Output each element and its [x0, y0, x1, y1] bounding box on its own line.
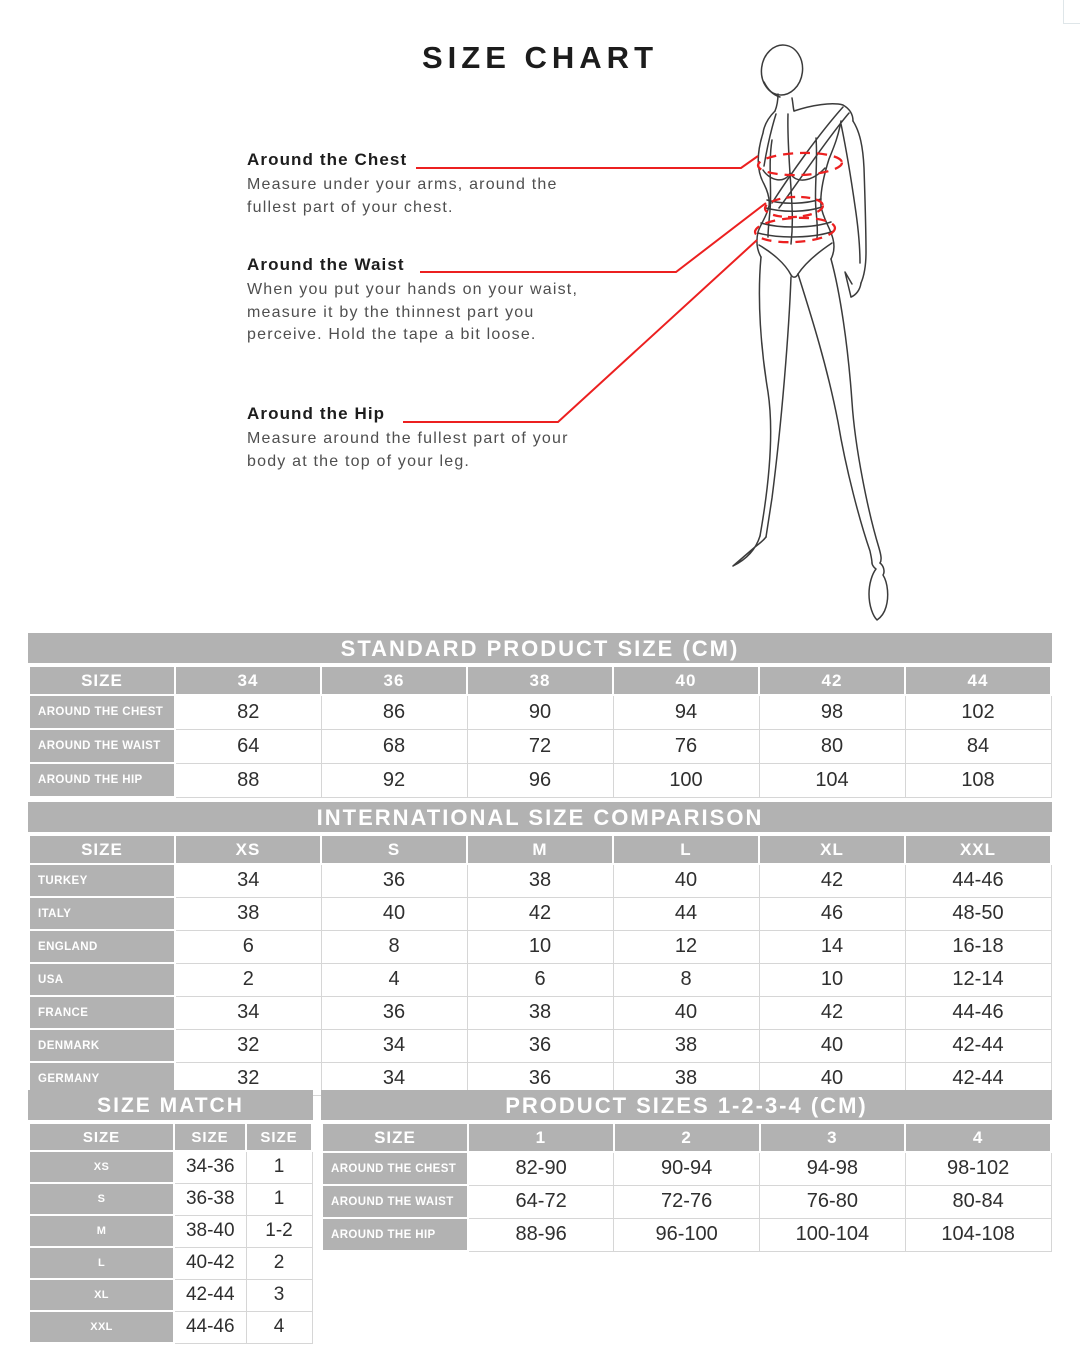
table-cell: 94-98: [760, 1152, 906, 1185]
header-cell: SIZE: [322, 1123, 468, 1152]
table-row: [322, 1152, 1051, 1185]
row-label: L: [29, 1247, 174, 1279]
table-cell: 82: [175, 695, 321, 729]
row-label: GERMANY: [29, 1062, 175, 1095]
table-cell: 36: [467, 1029, 613, 1062]
header-cell: SIZE: [246, 1123, 312, 1151]
header-row: [29, 835, 1051, 864]
table-cell: 4: [246, 1311, 312, 1343]
table-row: [29, 1151, 312, 1183]
standard-product-size-grid: [28, 665, 1052, 798]
header-cell: 1: [468, 1123, 614, 1152]
table-cell: 1-2: [246, 1215, 312, 1247]
header-cell: S: [321, 835, 467, 864]
header-cell: 42: [759, 666, 905, 695]
table-cell: 42: [467, 897, 613, 930]
table-cell: 104-108: [905, 1218, 1051, 1251]
table-cell: 44: [613, 897, 759, 930]
international-size-comparison-table: [28, 802, 1052, 1096]
table-row: [29, 996, 1051, 1029]
row-label: S: [29, 1183, 174, 1215]
header-cell: SIZE: [29, 835, 175, 864]
table-cell: 42: [759, 864, 905, 897]
table-cell: 40: [321, 897, 467, 930]
table-row: [29, 1029, 1051, 1062]
table-row: [29, 729, 1051, 763]
table-cell: 86: [321, 695, 467, 729]
table-cell: 4: [321, 963, 467, 996]
table-cell: 98: [759, 695, 905, 729]
table-cell: 44-46: [905, 996, 1051, 1029]
table-cell: 36: [467, 1062, 613, 1095]
header-cell: SIZE: [174, 1123, 246, 1151]
table-cell: 42-44: [905, 1029, 1051, 1062]
header-cell: 36: [321, 666, 467, 695]
annotation-hip-body: Measure around the fullest part of your body at the top of your leg.: [247, 430, 569, 470]
table-cell: 38: [613, 1029, 759, 1062]
table-row: [29, 1279, 312, 1311]
row-label: ITALY: [29, 897, 175, 930]
table-row: [322, 1218, 1051, 1251]
table-cell: 3: [246, 1279, 312, 1311]
row-label: XL: [29, 1279, 174, 1311]
table-cell: 102: [905, 695, 1051, 729]
table-row: [322, 1185, 1051, 1218]
table-cell: 48-50: [905, 897, 1051, 930]
table-cell: 42: [759, 996, 905, 1029]
table-cell: 2: [175, 963, 321, 996]
annotation-hip-heading: Around the Hip: [247, 404, 386, 423]
corner-artifact: [1063, 0, 1080, 24]
table-cell: 10: [467, 930, 613, 963]
row-label: XXL: [29, 1311, 174, 1343]
header-row: [29, 666, 1051, 695]
table-cell: 12: [613, 930, 759, 963]
table-cell: 90-94: [614, 1152, 760, 1185]
size-guide-hero: [0, 0, 1080, 633]
figure-line-art: [733, 43, 888, 620]
annotation-chest-heading: Around the Chest: [247, 150, 408, 169]
table-cell: 36: [321, 996, 467, 1029]
table-cell: 42-44: [905, 1062, 1051, 1095]
standard-product-size-table: [28, 633, 1052, 798]
header-cell: 38: [467, 666, 613, 695]
table-cell: 32: [175, 1062, 321, 1095]
table-title: SIZE MATCH: [28, 1090, 313, 1120]
row-label: FRANCE: [29, 996, 175, 1029]
annotation-chest: [247, 150, 592, 219]
table-cell: 38: [467, 864, 613, 897]
table-cell: 36: [321, 864, 467, 897]
table-cell: 1: [246, 1151, 312, 1183]
header-cell: SIZE: [29, 1123, 174, 1151]
table-cell: 46: [759, 897, 905, 930]
table-cell: 8: [321, 930, 467, 963]
table-row: [29, 864, 1051, 897]
table-cell: 84: [905, 729, 1051, 763]
annotation-waist-body: When you put your hands on your waist, measure it by the thinnest part you perceive. Hold the tape a bit loose.: [247, 281, 579, 343]
table-cell: 34: [321, 1029, 467, 1062]
header-row: [29, 1123, 312, 1151]
header-row: [322, 1123, 1051, 1152]
row-label: XS: [29, 1151, 174, 1183]
header-cell: XL: [759, 835, 905, 864]
header-cell: XXL: [905, 835, 1051, 864]
table-cell: 100-104: [760, 1218, 906, 1251]
table-cell: 98-102: [905, 1152, 1051, 1185]
table-cell: 76: [613, 729, 759, 763]
header-cell: 2: [614, 1123, 760, 1152]
table-cell: 6: [467, 963, 613, 996]
international-size-comparison-grid: [28, 834, 1052, 1096]
table-row: [29, 1311, 312, 1343]
table-cell: 80: [759, 729, 905, 763]
product-sizes-grid: [321, 1122, 1052, 1252]
table-cell: 82-90: [468, 1152, 614, 1185]
table-cell: 94: [613, 695, 759, 729]
table-cell: 32: [175, 1029, 321, 1062]
table-cell: 12-14: [905, 963, 1051, 996]
table-cell: 40: [613, 864, 759, 897]
table-cell: 88-96: [468, 1218, 614, 1251]
table-cell: 104: [759, 763, 905, 797]
table-cell: 38: [467, 996, 613, 1029]
table-cell: 72: [467, 729, 613, 763]
row-label: USA: [29, 963, 175, 996]
product-sizes-table: [321, 1090, 1052, 1252]
table-cell: 44-46: [905, 864, 1051, 897]
annotation-waist: [247, 255, 592, 347]
table-cell: 40: [613, 996, 759, 1029]
table-cell: 6: [175, 930, 321, 963]
page-title: SIZE CHART: [422, 40, 658, 75]
row-label: M: [29, 1215, 174, 1247]
table-cell: 100: [613, 763, 759, 797]
header-cell: 34: [175, 666, 321, 695]
table-row: [29, 763, 1051, 797]
waist-measure-ellipse: [765, 195, 824, 218]
table-cell: 38: [613, 1062, 759, 1095]
table-cell: 90: [467, 695, 613, 729]
size-match-grid: [28, 1122, 313, 1344]
annotation-waist-heading: Around the Waist: [247, 255, 405, 274]
header-cell: 3: [760, 1123, 906, 1152]
annotation-hip: [247, 404, 592, 473]
table-cell: 34: [175, 864, 321, 897]
table-title: INTERNATIONAL SIZE COMPARISON: [28, 802, 1052, 832]
table-cell: 34-36: [174, 1151, 246, 1183]
row-label: AROUND THE CHEST: [322, 1152, 468, 1185]
row-label: AROUND THE WAIST: [29, 729, 175, 763]
table-row: [29, 930, 1051, 963]
row-label: AROUND THE HIP: [322, 1218, 468, 1251]
table-cell: 34: [321, 1062, 467, 1095]
header-cell: 44: [905, 666, 1051, 695]
header-cell: M: [467, 835, 613, 864]
table-cell: 42-44: [174, 1279, 246, 1311]
table-cell: 8: [613, 963, 759, 996]
header-cell: SIZE: [29, 666, 175, 695]
row-label: DENMARK: [29, 1029, 175, 1062]
table-cell: 44-46: [174, 1311, 246, 1343]
table-row: [29, 963, 1051, 996]
table-cell: 34: [175, 996, 321, 1029]
table-cell: 38-40: [174, 1215, 246, 1247]
annotation-chest-body: Measure under your arms, around the fullest part of your chest.: [247, 176, 558, 216]
table-cell: 16-18: [905, 930, 1051, 963]
table-row: [29, 1247, 312, 1279]
table-cell: 40: [759, 1029, 905, 1062]
hip-measure-ellipse: [754, 216, 835, 244]
table-cell: 2: [246, 1247, 312, 1279]
table-cell: 40: [759, 1062, 905, 1095]
table-row: [29, 1215, 312, 1247]
table-cell: 40-42: [174, 1247, 246, 1279]
table-cell: 64-72: [468, 1185, 614, 1218]
table-cell: 10: [759, 963, 905, 996]
table-cell: 76-80: [760, 1185, 906, 1218]
table-cell: 36-38: [174, 1183, 246, 1215]
table-cell: 14: [759, 930, 905, 963]
table-row: [29, 897, 1051, 930]
table-cell: 96: [467, 763, 613, 797]
chest-measure-ellipse: [758, 152, 843, 177]
header-cell: XS: [175, 835, 321, 864]
row-label: AROUND THE CHEST: [29, 695, 175, 729]
header-cell: 40: [613, 666, 759, 695]
table-cell: 96-100: [614, 1218, 760, 1251]
table-row: [29, 1183, 312, 1215]
table-cell: 68: [321, 729, 467, 763]
table-title: STANDARD PRODUCT SIZE (CM): [28, 633, 1052, 663]
table-cell: 80-84: [905, 1185, 1051, 1218]
row-label: AROUND THE HIP: [29, 763, 175, 797]
table-title: PRODUCT SIZES 1-2-3-4 (CM): [321, 1090, 1052, 1120]
table-row: [29, 695, 1051, 729]
row-label: ENGLAND: [29, 930, 175, 963]
table-cell: 108: [905, 763, 1051, 797]
table-cell: 72-76: [614, 1185, 760, 1218]
table-cell: 1: [246, 1183, 312, 1215]
header-cell: L: [613, 835, 759, 864]
table-cell: 88: [175, 763, 321, 797]
header-cell: 4: [905, 1123, 1051, 1152]
table-cell: 92: [321, 763, 467, 797]
size-match-table: [28, 1090, 313, 1344]
table-cell: 64: [175, 729, 321, 763]
row-label: AROUND THE WAIST: [322, 1185, 468, 1218]
row-label: TURKEY: [29, 864, 175, 897]
table-cell: 38: [175, 897, 321, 930]
